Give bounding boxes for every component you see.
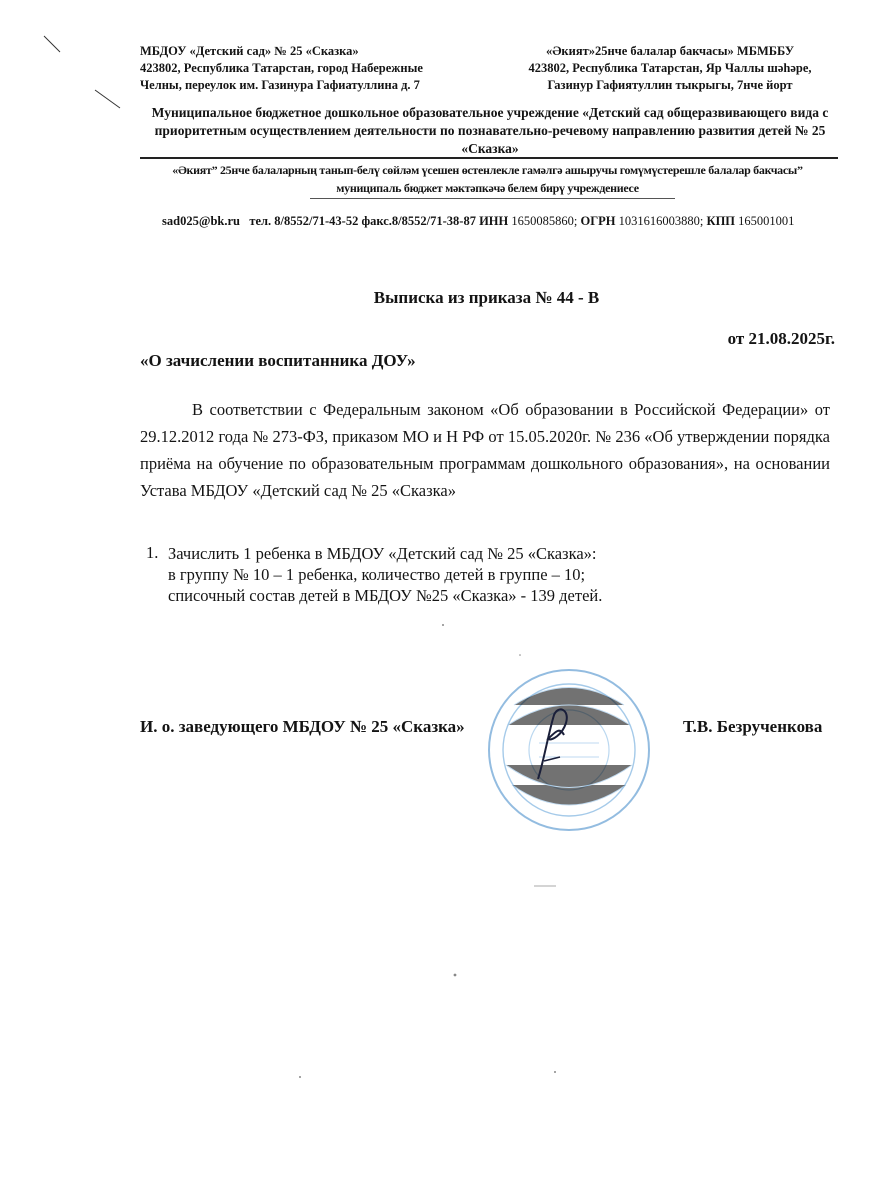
header-left-line2: 423802, Республика Татарстан, город Набережные [140,61,423,75]
header-right-line2: 423802, Республика Татарстан, Яр Чаллы шәһәре, [528,61,812,75]
header-right-line1: «Әкият»25нче балалар бакчасы» МБМББУ [545,44,795,58]
order-item-line-1: Зачислить 1 ребенка в МБДОУ «Детский сад № 25 «Сказка»: [168,544,597,563]
document-subject: «О зачислении воспитанника ДОУ» [140,351,416,370]
document-date: от 21.08.2025г. [727,329,835,348]
order-item-line-3: списочный состав детей в МБДОУ №25 «Сказка» - 139 детей. [168,586,603,605]
signatory-position: И. о. заведующего МБДОУ № 25 «Сказка» [140,717,465,736]
inn-value: 1650085860; [511,214,578,228]
contact-email: sad025@bk.ru [162,214,240,228]
order-item-line-2: в группу № 10 – 1 ребенка, количество детей в группе – 10; [168,565,586,584]
header-left-line3: Челны, переулок им. Газинура Гафиатуллина д. 7 [140,78,420,92]
institution-full-name-ru: Муниципальное бюджетное дошкольное образовательное учреждение «Детский сад общеразвивающего вида с приоритетным осуществлением деятельности по познавательно-речевому направлению развития детей № 25 «Сказка» [151,105,829,156]
inn-label: ИНН [479,214,509,228]
ogrn-label: ОГРН [580,214,616,228]
signatory-name: Т.В. Безрученкова [683,717,823,736]
kpp-label: КПП [706,214,736,228]
contact-phones: тел. 8/8552/71-43-52 факс.8/8552/71-38-87 [249,214,476,228]
order-item-number: 1. [146,543,159,562]
header-right-line3: Газинур Гафиятуллин тыкрыгы, 7нче йорт [547,78,793,92]
document-title: Выписка из приказа № 44 - В [373,288,600,307]
kpp-value: 165001001 [738,214,795,228]
ogrn-value: 1031616003880; [618,214,704,228]
preamble-paragraph: В соответствии с Федеральным законом «Об образовании в Российской Федерации» от 29.12.2012 года № 273-ФЗ, приказом МО и Н РФ от 15.05.2020г. № 236 «Об утверждении порядка приёма на обучение по образовательным программам дошкольного образования», на основании Устава МБДОУ «Детский сад № 25 «Сказка» [140,400,830,500]
header-left-line1: МБДОУ «Детский сад» № 25 «Сказка» [140,44,359,58]
institution-full-name-tt: «Әкият” 25нче балаларның танып-белү сөйләм үсешен өстенлекле гамәлгә ашыручы гомүмүстерешле балалар бакчасы” муниципаль бюджет мәктәпкәчә белем бирү учреждениесе [172,163,803,195]
